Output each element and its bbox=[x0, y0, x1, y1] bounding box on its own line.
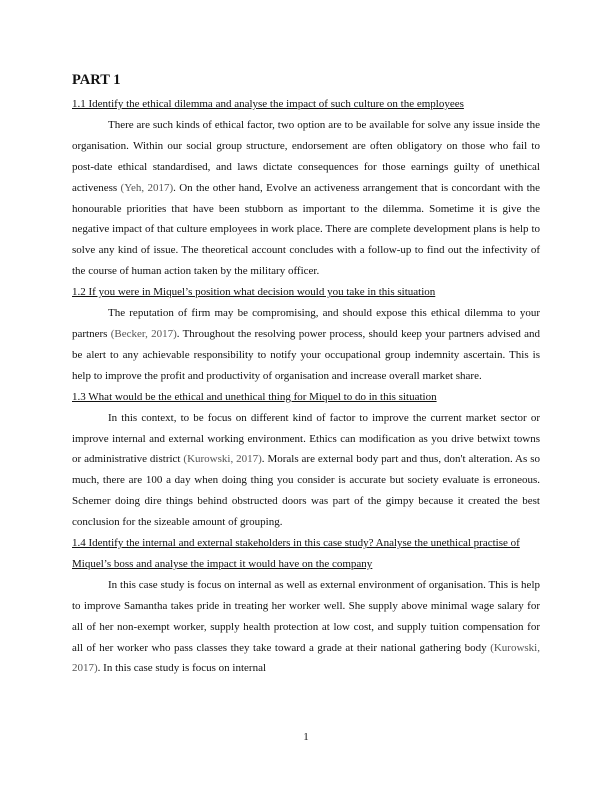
paragraph-text: . Throughout the resolving power process, should keep your partners advised and be alert to any achievable responsibility to notify your occupational group indemnity ascertain. This is help to improve the profit and productivity of organisation and increase overall market share. bbox=[72, 327, 540, 382]
section-1-2 bbox=[72, 282, 540, 387]
paragraph-text: . On the other hand, Evolve an activeness arrangement that is concordant with the honourable priorities that have been stubborn as important to the dilemma. Sometime it is give the negative impact of that culture employees in work place. There are complete development plans is help to solve any kind of issue. The theoretical account concludes with a follow-up to find out the infectivity of the course of human action taken by the military officer. bbox=[72, 181, 541, 278]
paragraph-text: In this context, to be focus on different kind of factor to improve the current market sector or improve internal and external working environment. Ethics can modification as you drive betwixt towns or administrative district bbox=[72, 411, 540, 466]
section-paragraph bbox=[72, 408, 540, 533]
paragraph-text: In this case study is focus on internal as well as external environment of organisation. This is help to improve Samantha takes pride in treating her worker well. She supply above minimal wage salary for all of her non-exempt worker, supply health protection at low cost, and supply tuition compensation for all of her worker who pass classes they take toward a grade at their national gathering body bbox=[72, 578, 540, 654]
section-1-1 bbox=[72, 94, 540, 282]
section-1-3 bbox=[72, 387, 540, 533]
section-heading: 1.3 What would be the ethical and unethical thing for Miquel to do in this situation bbox=[72, 390, 437, 403]
section-heading: 1.4 Identify the internal and external stakeholders in this case study? Analyse the unethical practise of Miquel’s boss and analyse the impact it would have on the company bbox=[72, 537, 520, 570]
citation: (Kurowski, 2017) bbox=[72, 641, 540, 675]
section-paragraph bbox=[72, 575, 540, 680]
section-paragraph bbox=[72, 115, 540, 282]
paragraph-text: The reputation of firm may be compromising, and should expose this ethical dilemma to your partners bbox=[72, 307, 540, 340]
section-heading: 1.2 If you were in Miquel’s position what decision would you take in this situation bbox=[72, 286, 436, 299]
document-page bbox=[72, 70, 540, 679]
section-1-4 bbox=[72, 533, 540, 679]
paragraph-text: . Morals are external body part and thus, don't alteration. As so much, there are 100 a day when doing thing you consider is accurate but society evaluate is erroneous. Schemer doing dire things behind obstructed doors was part of the gimpy because it created the best conclusion for the sizeable amount of grouping. bbox=[72, 453, 540, 529]
citation: (Yeh, 2017) bbox=[120, 181, 174, 194]
paragraph-text: . In this case study is focus on internal bbox=[97, 662, 267, 675]
citation: (Kurowski, 2017) bbox=[183, 453, 262, 466]
part-title: PART 1 bbox=[72, 72, 121, 88]
section-heading: 1.1 Identify the ethical dilemma and analyse the impact of such culture on the employees bbox=[72, 98, 464, 110]
page-number: 1 bbox=[303, 731, 309, 743]
paragraph-text: There are such kinds of ethical factor, two option are to be available for solve any issue inside the organisation. Within our social group structure, endorsement are often obligatory on those who fail to post-date ethical standardised, and laws dictate consequences for those earnings guilty of unethical activeness bbox=[72, 118, 540, 194]
section-paragraph bbox=[72, 303, 540, 387]
citation: (Becker, 2017) bbox=[110, 327, 177, 340]
